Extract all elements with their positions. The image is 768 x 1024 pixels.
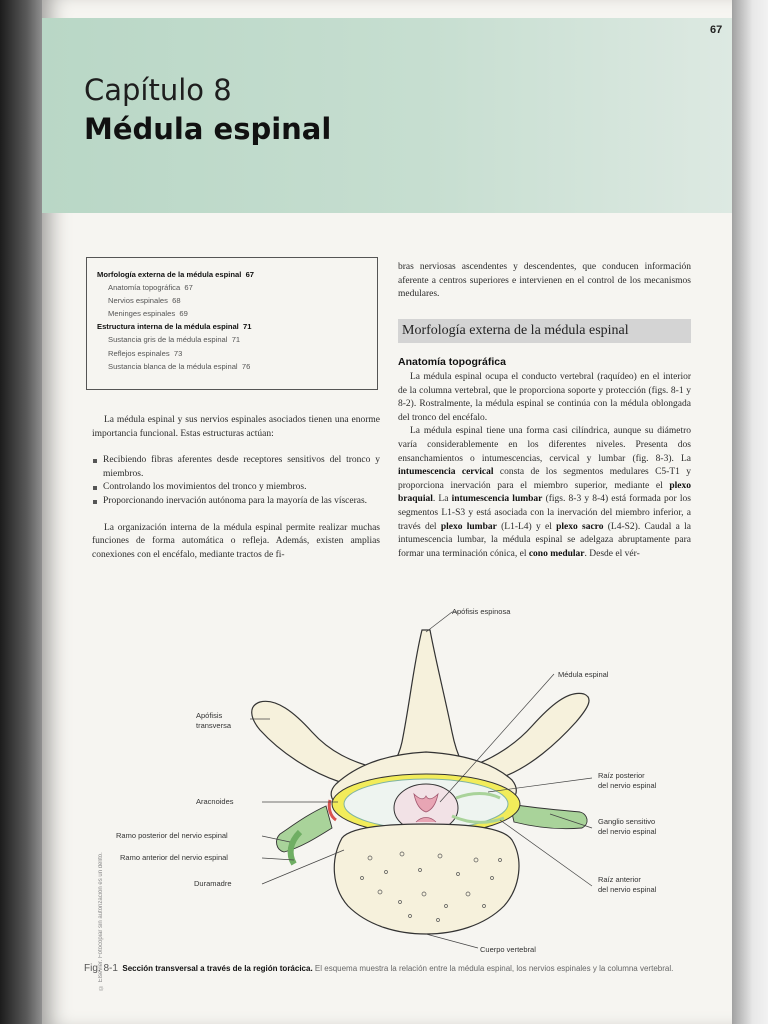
label-anterior-root: del nervio espinal (598, 885, 657, 894)
label-transverse-process: transversa (196, 721, 232, 730)
toc-entry[interactable]: Reflejos espinales 73 (108, 348, 183, 358)
label-posterior-root: del nervio espinal (598, 781, 657, 790)
function-list (92, 454, 380, 508)
label-arachnoid: Aracnoides (196, 797, 234, 806)
label-posterior-root: Raíz posterior (598, 771, 645, 780)
label-anterior-ramus: Ramo anterior del nervio espinal (120, 853, 228, 862)
spinal-nerve-right (510, 804, 587, 829)
toc-entry[interactable]: Nervios espinales 68 (108, 296, 181, 306)
toc-entry[interactable]: Sustancia gris de la médula espinal 71 (108, 335, 241, 345)
keyword: intumescencia lumbar (451, 494, 543, 505)
list-item: Proporcionando inervación autónoma para la mayoría de las vísceras. (92, 495, 380, 509)
label-spinous-process: Apófisis espinosa (452, 607, 511, 616)
keyword: cono medular (528, 548, 585, 559)
label-ganglion: del nervio espinal (598, 827, 657, 836)
toc-entry[interactable]: Estructura interna de la médula espinal 71 (97, 322, 252, 332)
chapter-contents-box (86, 257, 378, 390)
label-vertebral-body: Cuerpo vertebral (480, 945, 536, 954)
continuation-paragraph: bras nerviosas ascendentes y descendentes, que conducen información aferente a centros superiores e intervienen en el control de los mecanismos medulares. (398, 262, 691, 300)
toc-entry[interactable]: Anatomía topográfica 67 (108, 283, 193, 293)
page-edge (730, 0, 768, 1024)
closing-paragraph: La organización interna de la médula espinal permite realizar muchas funciones de forma automática o refleja. Además, existen amplias conexiones con el encéfalo, mediante tractos de fi- (92, 522, 380, 560)
label-transverse-process: Apófisis (196, 711, 223, 720)
body-paragraph: La médula espinal ocupa el conducto vertebral (raquídeo) en el interior de la columna vertebral, que le proporciona soporte y protección (figs. 8-1 y 8-2). Rostralmente, la médula espinal se continúa con la médula oblongada del tronco del encéfalo. (398, 372, 691, 423)
keyword: intumescencia cervical (398, 467, 494, 478)
left-column (92, 414, 380, 562)
label-dura-mater: Duramadre (194, 879, 232, 888)
list-item: Recibiendo fibras aferentes desde receptores sensitivos del tronco y miembros. (92, 454, 380, 481)
copyright-side-note: © Elsevier. Fotocopiar sin autorización es un delito. (98, 852, 104, 990)
right-column-body (398, 371, 691, 561)
label-posterior-ramus: Ramo posterior del nervio espinal (116, 831, 228, 840)
label-anterior-root: Raíz anterior (598, 875, 641, 884)
keyword: plexo lumbar (440, 521, 497, 532)
chapter-title: Médula espinal (84, 112, 332, 146)
label-ganglion: Ganglio sensitivo (598, 817, 656, 826)
body-paragraph: La médula espinal tiene una forma casi cilíndrica, aunque su diámetro varía considerablemente en los diferentes niveles. Presenta dos ensanchamientos o intumescencias, cervical y lumbar (fig. 8-3). La intumescencia cervical consta de los segmentos medulares C5-T1 y proporciona inervación para el miembro superior, mediante el plexo braquial. La intumescencia lumbar (figs. 8-3 y 8-4) está formada por los segmentos L1-S3 y está asociada con la inervación del miembro inferior, a través del plexo lumbar (L1-L4) y el plexo sacro (L4-S2). Caudal a la intumescencia lumbar, la médula espinal se adelgaza abruptamente para formar una terminación cónica, el cono medular. Desde el vér- (398, 426, 691, 559)
toc-entry[interactable]: Morfología externa de la médula espinal 67 (97, 270, 255, 279)
section-heading: Morfología externa de la médula espinal (398, 319, 691, 343)
chapter-number: Capítulo 8 (84, 73, 232, 107)
toc-entry[interactable]: Meninges espinales 69 (108, 309, 188, 319)
keyword: plexo sacro (556, 521, 604, 532)
subsection-heading: Anatomía topográfica (398, 356, 506, 368)
list-item: Controlando los movimientos del tronco y miembros. (92, 481, 380, 495)
page-number: 67 (710, 24, 723, 36)
toc-entry[interactable]: Sustancia blanca de la médula espinal 76 (108, 361, 251, 371)
spinal-nerve-left (277, 806, 332, 852)
intro-paragraph: La médula espinal y sus nervios espinales asociados tienen una enorme importancia funcional. Estas estructuras actúan: (92, 415, 380, 439)
vertebra-cross-section-figure (80, 602, 720, 962)
right-column-top (398, 261, 691, 302)
label-spinal-cord: Médula espinal (558, 670, 609, 679)
figure-caption: Fig. 8-1 Sección transversal a través de la región torácica. El esquema muestra la relación entre la médula espinal, los nervios espinales y la columna vertebral. (84, 963, 674, 974)
keyword: plexo braquial (398, 480, 691, 505)
